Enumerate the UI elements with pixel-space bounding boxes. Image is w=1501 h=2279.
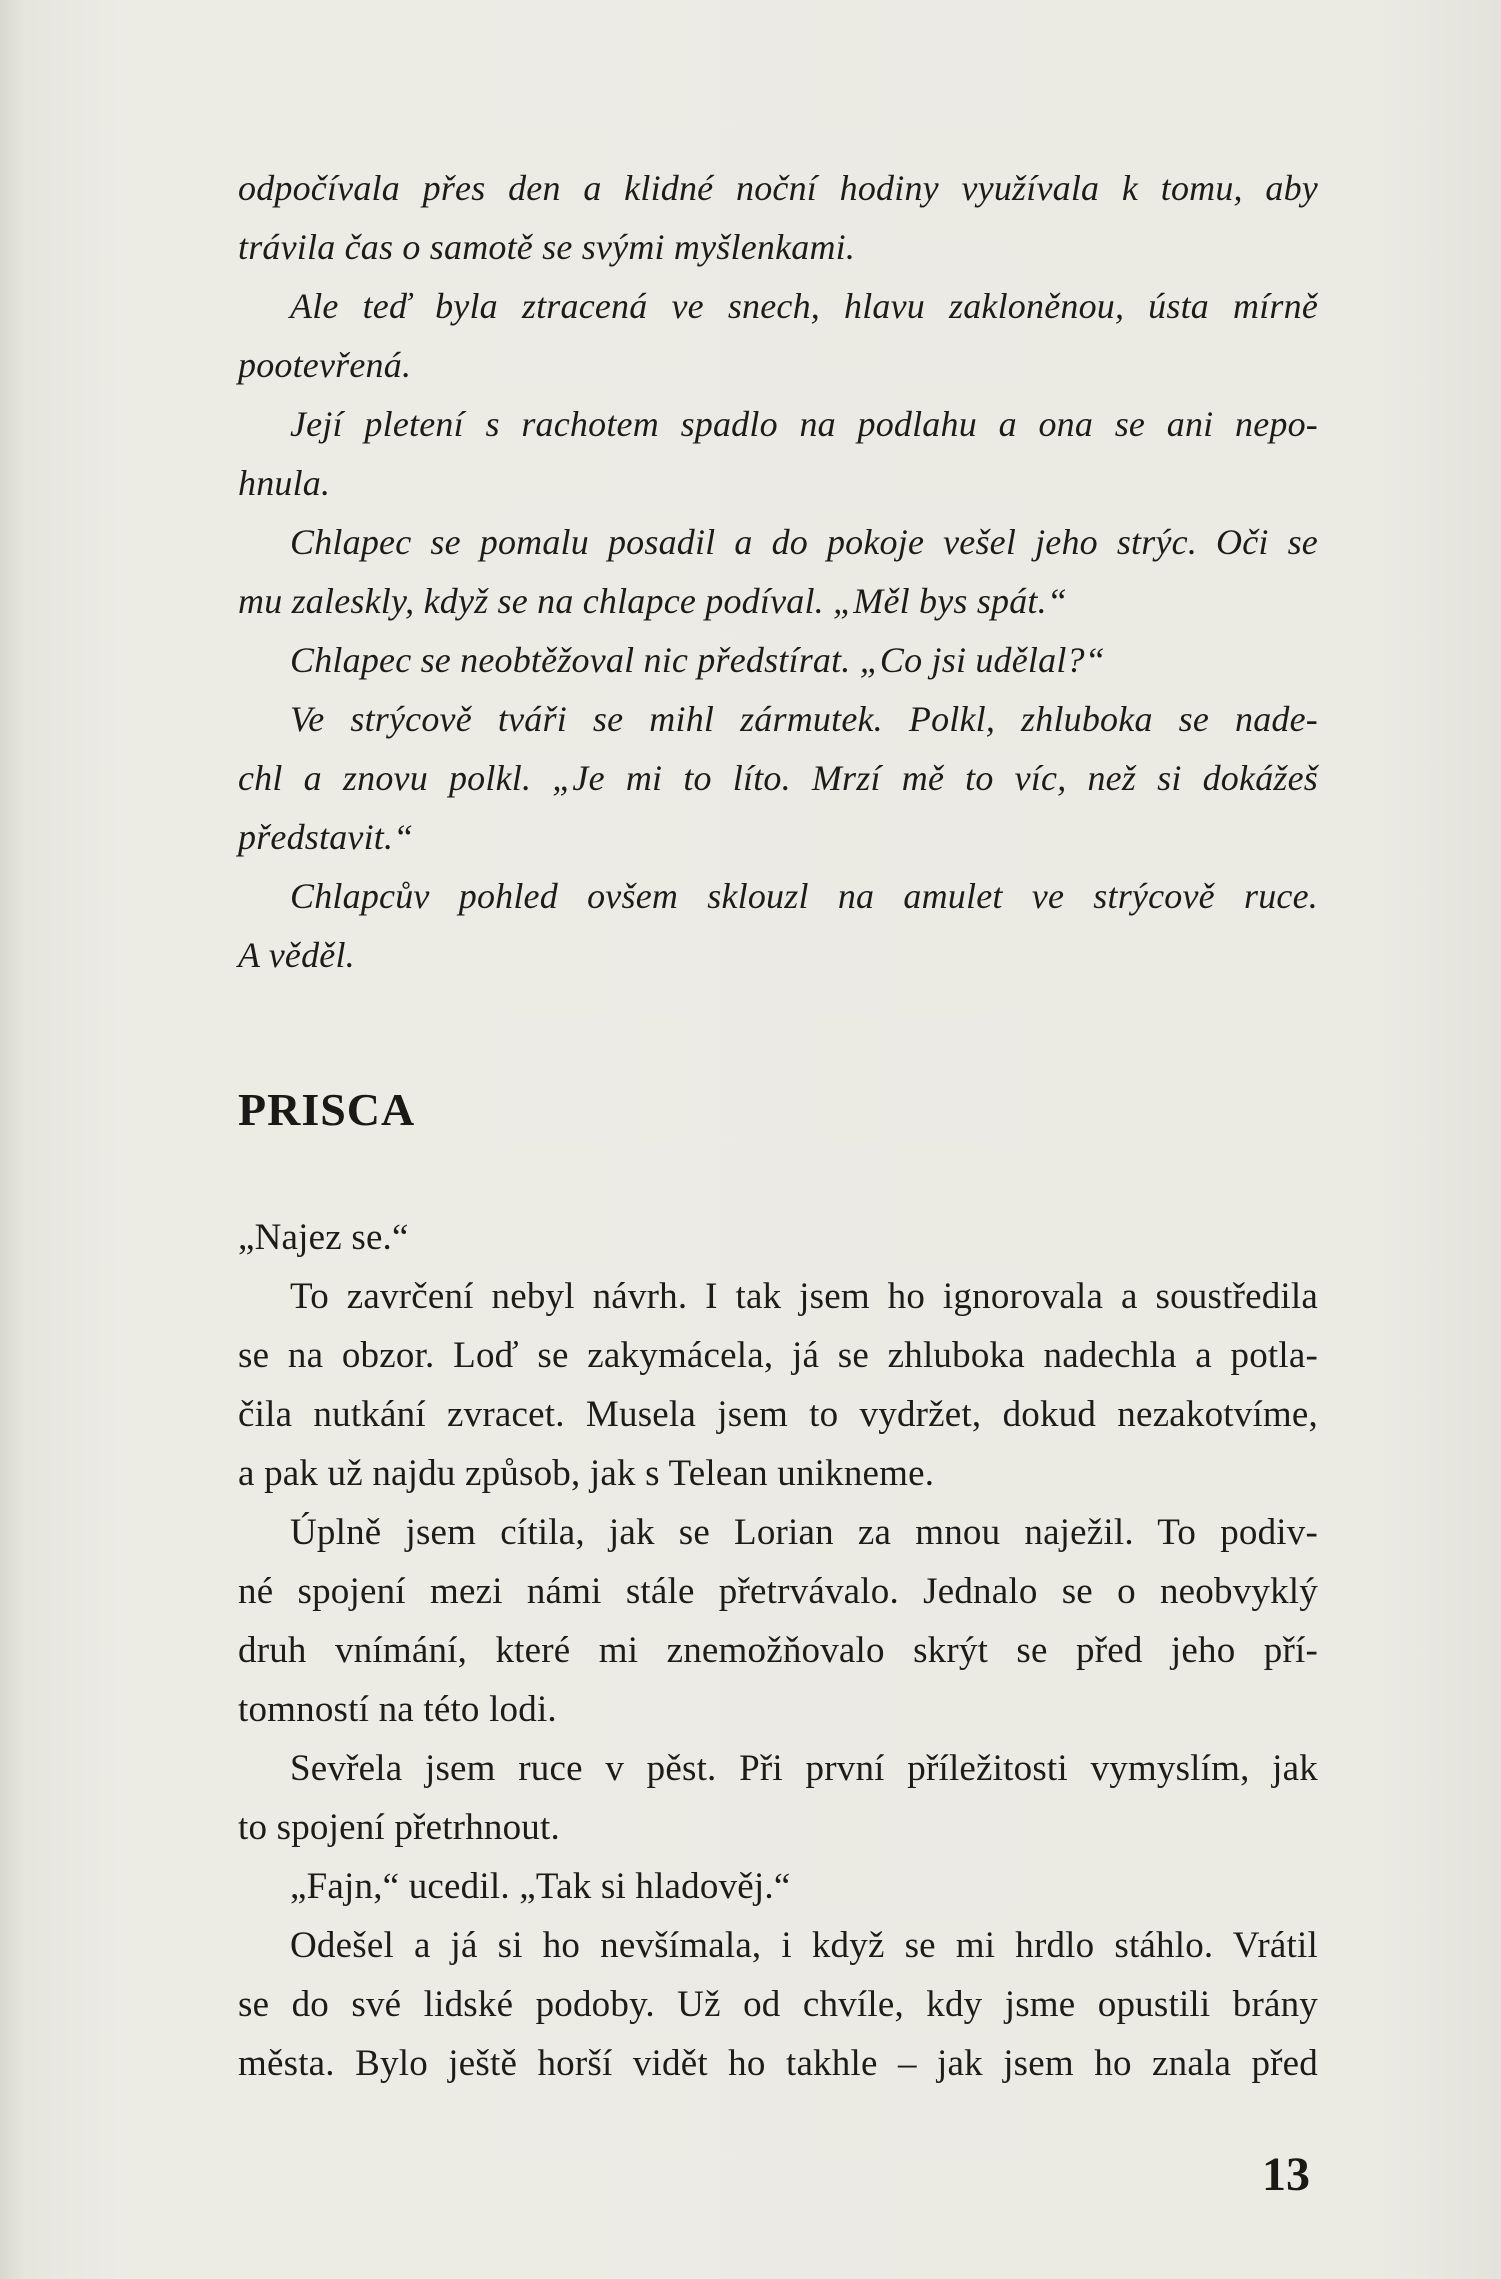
chapter-heading: PRISCA [238,1084,416,1135]
italic-prologue-text [238,159,1318,985]
page-number: 13 [1262,2148,1310,2201]
text-line: se do své lidské podoby. Už od chvíle, kdy jsme opustili brány [238,1984,1318,2025]
text-line: hnula. [238,463,331,503]
text-line: pootevřená. [238,345,412,385]
text-line: „Fajn,“ ucedil. „Tak si hladověj.“ [290,1866,791,1907]
text-line: Chlapcův pohled ovšem sklouzl na amulet ve strýcově ruce. [290,876,1318,916]
text-line: druh vnímání, které mi znemožňovalo skrýt se před jeho pří- [238,1630,1318,1671]
text-line: to spojení přetrhnout. [238,1807,560,1848]
text-line: Úplně jsem cítila, jak se Lorian za mnou naježil. To podiv- [290,1512,1318,1553]
text-line: a pak už najdu způsob, jak s Telean unikneme. [238,1453,935,1494]
text-line: trávila čas o samotě se svými myšlenkami. [238,227,856,267]
text-line: Chlapec se pomalu posadil a do pokoje vešel jeho strýc. Oči se [290,522,1318,562]
text-line: odpočívala přes den a klidné noční hodiny využívala k tomu, aby [238,168,1318,208]
text-line: A věděl. [238,935,355,975]
text-line: To zavrčení nebyl návrh. I tak jsem ho ignorovala a soustředila [290,1276,1318,1317]
text-line: Chlapec se neobtěžoval nic předstírat. „Co jsi udělal?“ [290,640,1105,680]
text-line: Ale teď byla ztracená ve snech, hlavu zakloněnou, ústa mírně [290,286,1318,326]
text-line: „Najez se.“ [238,1217,409,1258]
text-line: chl a znovu polkl. „Je mi to líto. Mrzí mě to víc, než si dokážeš [238,758,1318,798]
text-line: Sevřela jsem ruce v pěst. Při první příležitosti vymyslím, jak [290,1748,1318,1789]
text-line: né spojení mezi námi stále přetrvávalo. Jednalo se o neobvyklý [238,1571,1318,1612]
text-line: Její pletení s rachotem spadlo na podlahu a ona se ani nepo- [290,404,1318,444]
text-line: se na obzor. Loď se zakymácela, já se zhluboka nadechla a potla- [238,1335,1318,1376]
text-line: Ve strýcově tváři se mihl zármutek. Polkl, zhluboka se nade- [290,699,1318,739]
text-line: mu zaleskly, když se na chlapce podíval. „Měl bys spát.“ [238,581,1068,621]
text-line: města. Bylo ještě horší vidět ho takhle – jak jsem ho znala před [238,2043,1318,2084]
chapter-body-text [238,1208,1318,2093]
text-line: Odešel a já si ho nevšímala, i když se mi hrdlo stáhlo. Vrátil [290,1925,1318,1966]
text-line: představit.“ [238,817,414,857]
text-line: čila nutkání zvracet. Musela jsem to vydržet, dokud nezakotvíme, [238,1394,1318,1435]
text-line: tomností na této lodi. [238,1689,557,1730]
